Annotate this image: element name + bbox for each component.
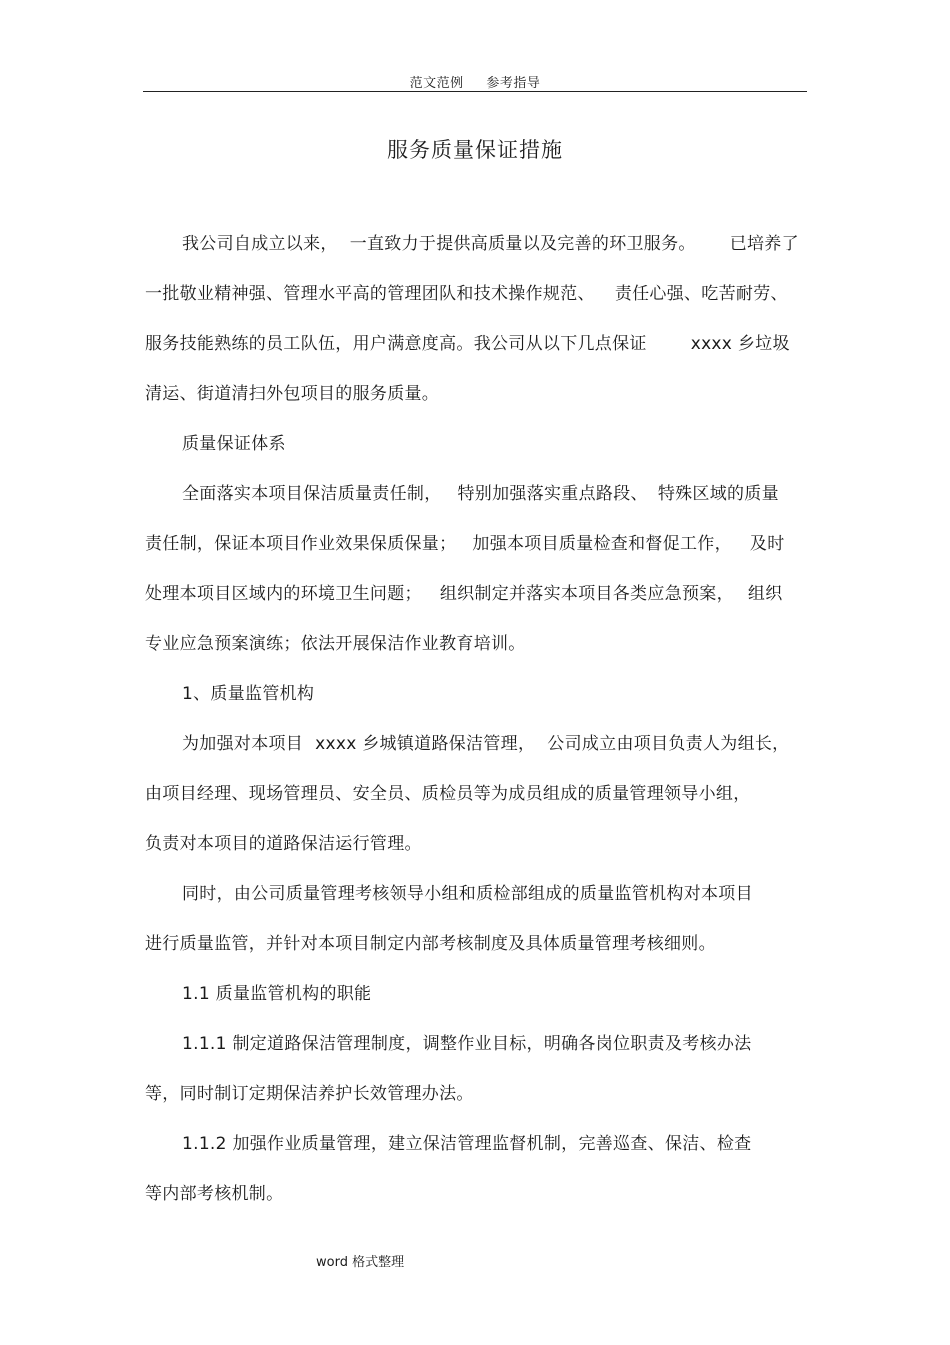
text-line — [182, 1029, 751, 1054]
text-segment: 全面落实本项目保洁质量责任制， — [182, 484, 442, 504]
header-right-text: 参考指导 — [486, 76, 541, 91]
text-segment: 服务技能熟练的员工队伍，用户满意度高。我公司从以下几点保证 — [145, 334, 647, 354]
text-segment: 由项目经理、现场管理员、安全员、质检员等为成员组成的质量管理领导小组， — [145, 784, 751, 804]
text-segment: 特别加强落实重点路段、 — [457, 484, 648, 504]
text-line — [145, 579, 783, 604]
page-header — [0, 72, 950, 91]
text-segment: xxxx 乡垃圾 — [690, 334, 790, 354]
text-line — [145, 629, 526, 654]
text-segment: 组织 — [747, 584, 783, 604]
text-segment: 公司成立由项目负责人为组长， — [547, 734, 790, 754]
text-segment: 1、质量监管机构 — [182, 684, 315, 704]
text-segment: 进行质量监管，并针对本项目制定内部考核制度及具体质量管理考核细则。 — [145, 934, 716, 954]
header-rule — [143, 91, 807, 92]
text-segment: 一直致力于提供高质量以及完善的环卫服务。 — [349, 234, 696, 254]
text-segment: 1.1.1 制定道路保洁管理制度，调整作业目标，明确各岗位职责及考核办法 — [182, 1034, 752, 1054]
text-line — [182, 729, 789, 754]
text-segment: 清运、街道清扫外包项目的服务质量。 — [145, 384, 440, 404]
section-heading — [182, 429, 286, 454]
text-segment: 1.1 质量监管机构的职能 — [182, 984, 372, 1004]
text-line — [145, 929, 716, 954]
text-segment: 质量保证体系 — [182, 434, 286, 454]
text-line — [145, 779, 751, 804]
text-segment: 同时，由公司质量管理考核领导小组和质检部组成的质量监管机构对本项目 — [182, 884, 753, 904]
text-segment: 为加强对本项目 — [182, 734, 304, 754]
text-segment: 1.1.2 加强作业质量管理，建立保洁管理监督机制，完善巡查、保洁、检查 — [182, 1134, 752, 1154]
text-segment: 负责对本项目的道路保洁运行管理。 — [145, 834, 422, 854]
text-segment: 组织制定并落实本项目各类应急预案， — [439, 584, 734, 604]
text-segment: 责任制，保证本项目作业效果保质保量； — [145, 534, 457, 554]
text-segment: 我公司自成立以来， — [182, 234, 338, 254]
text-segment: 特殊区域的质量 — [657, 484, 779, 504]
section-heading — [182, 679, 314, 704]
text-segment: 处理本项目区域内的环境卫生问题； — [145, 584, 422, 604]
text-line — [145, 379, 439, 404]
text-line — [145, 329, 790, 354]
text-segment: 一批敬业精神强、管理水平高的管理团队和技术操作规范、 — [145, 284, 595, 304]
text-line — [145, 1079, 474, 1104]
text-segment: 加强本项目质量检查和督促工作， — [472, 534, 732, 554]
text-segment: 等内部考核机制。 — [145, 1184, 284, 1204]
text-segment: 已培养了 — [729, 234, 799, 254]
header-left-text: 范文范例 — [409, 76, 464, 91]
text-line — [182, 229, 799, 254]
document-title: 服务质量保证措施 — [387, 138, 563, 162]
text-line — [145, 1179, 283, 1204]
text-segment: xxxx 乡城镇道路保洁管理， — [315, 734, 536, 754]
text-segment: 等，同时制订定期保洁养护长效管理办法。 — [145, 1084, 474, 1104]
text-segment: 责任心强、吃苦耐劳、 — [614, 284, 788, 304]
text-line — [182, 1129, 751, 1154]
text-line — [145, 279, 788, 304]
text-segment: 及时 — [749, 534, 785, 554]
text-line — [182, 879, 753, 904]
text-segment: 专业应急预案演练；依法开展保洁作业教育培训。 — [145, 634, 526, 654]
section-heading — [182, 979, 371, 1004]
text-line — [145, 529, 785, 554]
page-footer: word 格式整理 — [316, 1255, 405, 1270]
text-line — [182, 479, 779, 504]
text-line — [145, 829, 422, 854]
